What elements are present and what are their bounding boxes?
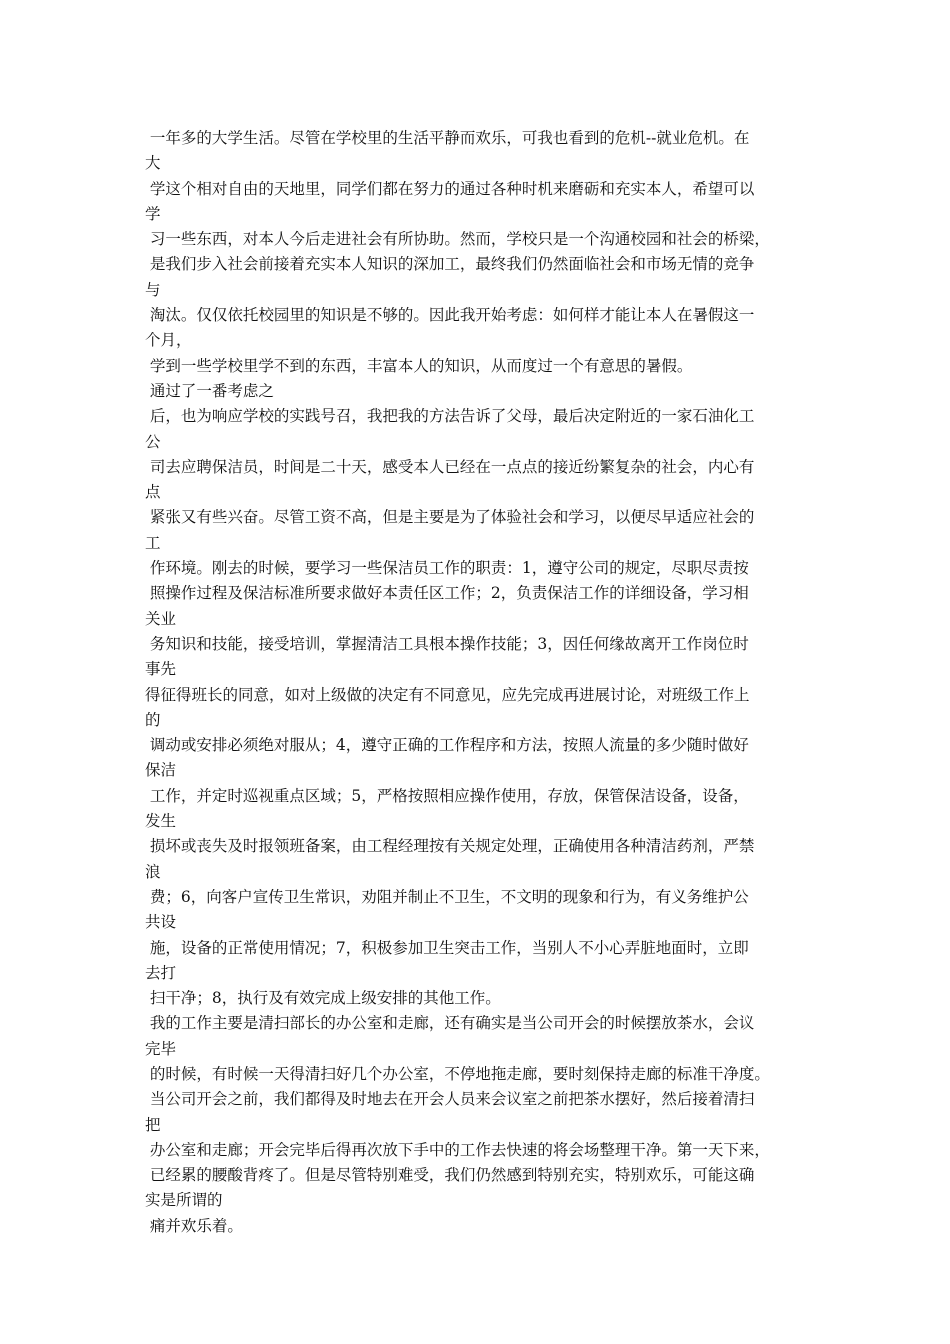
text-line: 通过了一番考虑之	[145, 381, 274, 400]
text-line: 把	[145, 1115, 161, 1134]
text-line: 去打	[145, 963, 177, 982]
text-line: 发生	[145, 812, 177, 831]
text-line: 习一些东西，对本人今后走进社会有所协助。然而，学校只是一个沟通校园和社会的桥梁，	[145, 230, 770, 249]
text-line: 点	[145, 483, 161, 502]
text-line: 办公室和走廊；开会完毕后得再次放下手中的工作去快速的将会场整理干净。第一天下来，	[145, 1140, 770, 1159]
text-line: 共设	[145, 913, 177, 932]
text-line: 损坏或丧失及时报领班备案，由工程经理按有关规定处理，正确使用各种清洁药剂，严禁	[145, 837, 755, 856]
text-line: 保洁	[145, 761, 177, 780]
text-line: 学	[145, 204, 161, 223]
text-line: 已经累的腰酸背疼了。但是尽管特别难受，我们仍然感到特别充实，特别欢乐，可能这确	[145, 1166, 755, 1185]
text-line: 我的工作主要是清扫部长的办公室和走廊，还有确实是当公司开会的时候摆放茶水，会议	[145, 1014, 755, 1033]
text-line: 照操作过程及保洁标准所要求做好本责任区工作；2，负责保洁工作的详细设备，学习相	[145, 584, 749, 603]
text-line: 学这个相对自由的天地里，同学们都在努力的通过各种时机来磨砺和充实本人，希望可以	[145, 179, 755, 198]
text-line: 公	[145, 432, 161, 451]
text-line: 调动或安排必须绝对服从；4，遵守正确的工作程序和方法，按照人流量的多少随时做好	[145, 736, 749, 755]
text-line: 与	[145, 280, 161, 299]
text-line: 务知识和技能，接受培训，掌握清洁工具根本操作技能；3，因任何缘故离开工作岗位时	[145, 634, 749, 653]
text-line: 紧张又有些兴奋。尽管工资不高，但是主要是为了体验社会和学习，以便尽早适应社会的	[145, 508, 755, 527]
text-line: 痛并欢乐着。	[145, 1216, 243, 1235]
text-line: 大	[145, 154, 161, 173]
text-line: 关业	[145, 609, 177, 628]
text-line: 完毕	[145, 1039, 177, 1058]
text-line: 工	[145, 533, 161, 552]
text-line: 是我们步入社会前接着充实本人知识的深加工，最终我们仍然面临社会和市场无情的竞争	[145, 255, 755, 274]
text-line: 的	[145, 710, 161, 729]
text-line: 学到一些学校里学不到的东西，丰富本人的知识，从而度过一个有意思的暑假。	[145, 356, 693, 375]
text-line: 得征得班长的同意，如对上级做的决定有不同意见，应先完成再进展讨论，对班级工作上	[145, 685, 750, 704]
document-body-text	[145, 126, 813, 1239]
text-line: 实是所谓的	[145, 1191, 223, 1210]
text-line: 淘汰。仅仅依托校园里的知识是不够的。因此我开始考虑：如何样才能让本人在暑假这一	[145, 306, 755, 325]
text-line: 事先	[145, 660, 177, 679]
text-line: 作环境。刚去的时候，要学习一些保洁员工作的职责：1，遵守公司的规定，尽职尽责按	[145, 559, 749, 578]
text-line: 施，设备的正常使用情况；7，积极参加卫生突击工作，当别人不小心弄脏地面时，立即	[145, 938, 749, 957]
text-line: 工作，并定时巡视重点区域；5，严格按照相应操作使用，存放，保管保洁设备，设备，	[145, 786, 749, 805]
text-line: 扫干净；8，执行及有效完成上级安排的其他工作。	[145, 989, 501, 1008]
text-line: 个月，	[145, 331, 192, 350]
text-line: 当公司开会之前，我们都得及时地去在开会人员来会议室之前把茶水摆好，然后接着清扫	[145, 1090, 755, 1109]
text-line: 的时候，有时候一天得清扫好几个办公室，不停地拖走廊，要时刻保持走廊的标准干净度。	[145, 1064, 770, 1083]
text-line: 浪	[145, 862, 161, 881]
text-line: 司去应聘保洁员，时间是二十天，感受本人已经在一点点的接近纷繁复杂的社会，内心有	[145, 457, 755, 476]
text-line: 一年多的大学生活。尽管在学校里的生活平静而欢乐，可我也看到的危机--就业危机。在	[145, 129, 750, 147]
text-line: 费；6，向客户宣传卫生常识，劝阻并制止不卫生，不文明的现象和行为，有义务维护公	[145, 887, 749, 906]
text-line: 后，也为响应学校的实践号召，我把我的方法告诉了父母，最后决定附近的一家石油化工	[145, 407, 755, 426]
